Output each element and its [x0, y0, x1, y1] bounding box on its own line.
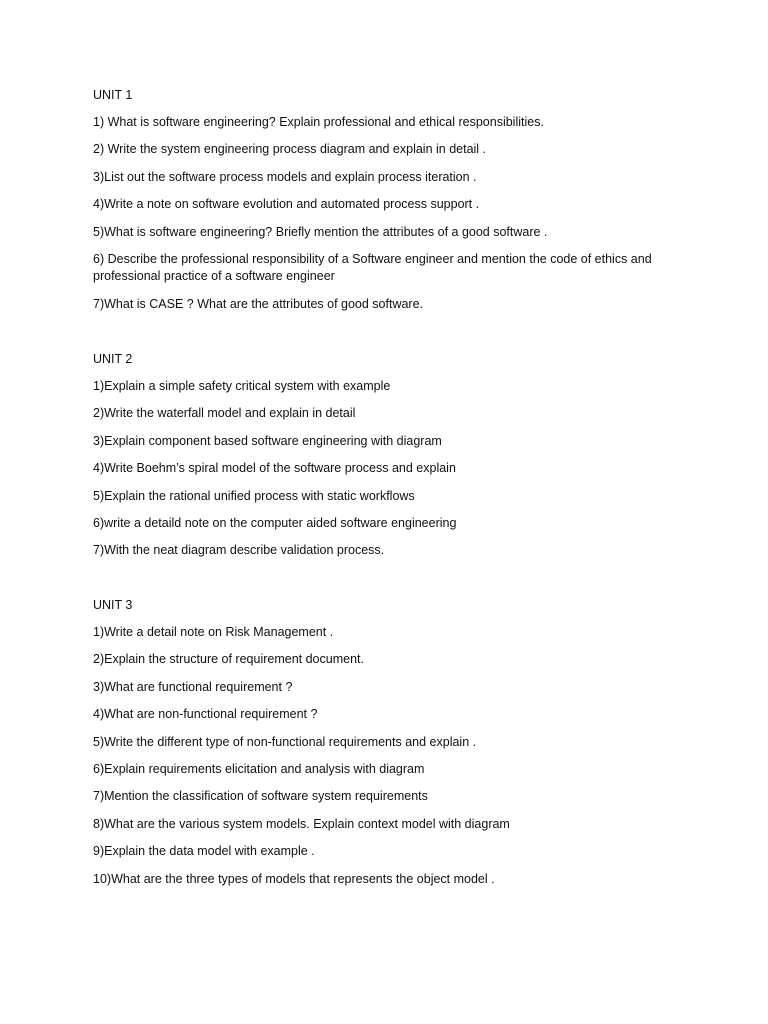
- unit-heading: UNIT 1: [93, 88, 133, 102]
- question-item: 2) Write the system engineering process diagram and explain in detail .: [93, 142, 487, 157]
- question-item: 6)Explain requirements elicitation and analysis with diagram: [93, 761, 425, 776]
- question-item: 1)Write a detail note on Risk Management .: [93, 625, 334, 639]
- question-item: 9)Explain the data model with example .: [93, 844, 315, 859]
- unit-heading: UNIT 3: [93, 598, 133, 612]
- question-item: 7)What is CASE ? What are the attributes of good software.: [93, 297, 424, 312]
- question-item: 6) Describe the professional responsibility of a Software engineer and mention the code of ethics and professional practice of a software engineer: [93, 251, 652, 283]
- question-item: 4)What are non-functional requirement ?: [93, 707, 318, 722]
- unit-2-section: [93, 351, 693, 570]
- question-item: 5)What is software engineering? Briefly mention the attributes of a good software .: [93, 224, 548, 239]
- question-item: 2)Write the waterfall model and explain in detail: [93, 406, 356, 421]
- question-item: 5)Explain the rational unified process with static workflows: [93, 488, 415, 503]
- question-item: 2)Explain the structure of requirement document.: [93, 652, 364, 667]
- question-item: 10)What are the three types of models that represents the object model .: [93, 871, 495, 886]
- unit-3-section: [93, 597, 693, 898]
- question-item: 6)write a detaild note on the computer aided software engineering: [93, 515, 457, 530]
- question-item: 7)Mention the classification of software system requirements: [93, 789, 428, 804]
- question-item: 4)Write a note on software evolution and automated process support .: [93, 197, 480, 212]
- question-item: 3)What are functional requirement ?: [93, 679, 293, 694]
- question-item: 1)Explain a simple safety critical system with example: [93, 379, 391, 393]
- unit-1-section: [93, 87, 693, 324]
- question-item: 4)Write Boehm’s spiral model of the software process and explain: [93, 461, 456, 476]
- question-item: 5)Write the different type of non-functional requirements and explain .: [93, 734, 477, 749]
- question-item: 3)Explain component based software engineering with diagram: [93, 433, 442, 448]
- question-item: 1) What is software engineering? Explain professional and ethical responsibilities.: [93, 115, 544, 129]
- question-item: 8)What are the various system models. Explain context model with diagram: [93, 816, 510, 831]
- unit-heading: UNIT 2: [93, 352, 133, 366]
- question-item: 7)With the neat diagram describe validation process.: [93, 543, 385, 558]
- question-item: 3)List out the software process models and explain process iteration .: [93, 169, 477, 184]
